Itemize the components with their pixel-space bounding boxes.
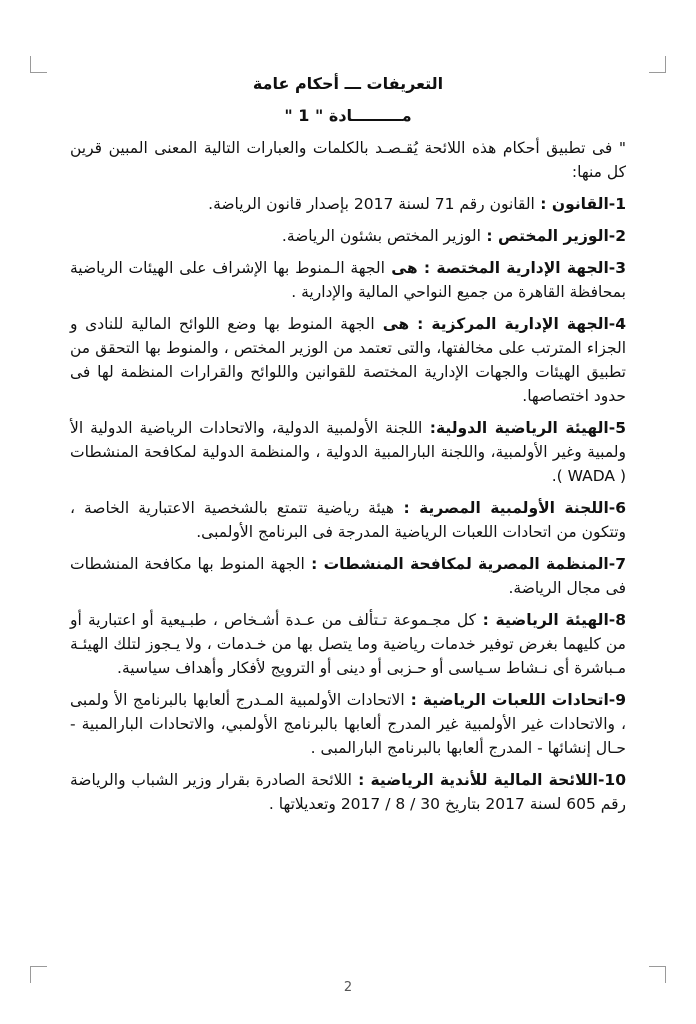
definition-text: الجهة الـمنوط بها الإشراف على الهيئات الرياضية بمحافظة القاهرة من جميع النواحي المالية والإدارية .: [70, 259, 626, 301]
intro-paragraph: " فى تطبيق أحكام هذه اللائحة يُقـصـد بالكلمات والعبارات التالية المعنى المبين قرين كل منها:: [70, 139, 626, 181]
definition-text: هيئة رياضية تتمتع بالشخصية الاعتبارية الخاصة ، وتتكون من اتحادات اللعبات الرياضية المدرجة فى البرنامج الأولمبى.: [70, 499, 626, 541]
definition-term: الجهة الإدارية المركزية : هى: [382, 315, 609, 333]
definition-text: الجهة المنوط بها مكافحة المنشطات فى مجال الرياضة.: [70, 555, 626, 597]
definition-term: الهيئة الرياضية: [495, 611, 609, 629]
section-heading: التعريفات ـــ أحكام عامة: [252, 74, 444, 93]
definition-term: القانون: [551, 195, 609, 213]
definition-term: اتحادات اللعبات الرياضية: [422, 691, 609, 709]
page-number: 2: [343, 980, 353, 995]
definition-term: الهيئة الرياضية الدولية:: [429, 419, 609, 437]
definition-term: الجهة الإدارية المختصة : هى: [391, 259, 609, 277]
definition-term: الوزير المختص: [497, 227, 609, 245]
definition-text: القانون رقم 71 لسنة 2017 بإصدار قانون الرياضة.: [208, 195, 535, 213]
definition-2: 2-الوزير المختص : الوزير المختص بشئون الرياضة.: [281, 227, 626, 245]
definition-6: 6-اللجنة الأولمبية المصرية : هيئة رياضية تتمتع بالشخصية الاعتبارية الخاصة ، وتتكون من اتحادات اللعبات الرياضية المدرجة فى البرنامج الأولمبى.: [70, 499, 626, 541]
definition-term: المنظمة المصرية لمكافحة المنشطات: [323, 555, 609, 573]
definition-text: الجهة المنوط بها وضع اللوائح المالية للنادى و الجزاء المترتب على مخالفتها، والتى تعتمد من الوزير المختص ، والمنوط بها التحقق من تطبيق الهيئات والجهات الإدارية المختصة للقوانين واللوائح والقرارات المنظمة لها فى حدود اختصاصها.: [70, 315, 626, 405]
document-body: [70, 72, 626, 824]
definition-term: اللائحة المالية للأندية الرياضية: [370, 771, 598, 789]
definition-5: 5-الهيئة الرياضية الدولية: اللجنة الأولمبية الدولية، والاتحادات الرياضية الدولية الأ ولمبية وغير الأولمبية، واللجنة البارالمبية الدولية ، والمنظمة الدولية لمكافحة المنشطات ( WADA ).: [70, 419, 626, 485]
definition-term: اللجنة الأولمبية المصرية: [419, 499, 609, 517]
definition-4: 4-الجهة الإدارية المركزية : هى الجهة المنوط بها وضع اللوائح المالية للنادى و الجزاء المترتب على مخالفتها، والتى تعتمد من الوزير المختص ، والمنوط بها التحقق من تطبيق الهيئات والجهات الإدارية المختصة للقوانين واللوائح والقرارات المنظمة لها فى حدود اختصاصها.: [70, 315, 626, 405]
definition-8: 8-الهيئة الرياضية : كل مجـموعة تـتألف من عـدة أشـخاص ، طبـيعية أو اعتبارية أو من كليهما بغرض توفير خدمات رياضية وما يتصل بها من خـدمات ، ولا يـجوز لتلك الهيئـة مـباشرة أى نـشاط سـياسى أو حـزبى أو دينى أو الترويج لأفكار وأهداف سياسية.: [70, 611, 626, 677]
crop-mark-top-right: [649, 56, 666, 73]
definition-10: 10-اللائحة المالية للأندية الرياضية : اللائحة الصادرة بقرار وزير الشباب والرياضة رقم 605 لسنة 2017 بتاريخ 30 / 8 / 2017 وتعديلاتها .: [70, 771, 626, 813]
definition-7: 7-المنظمة المصرية لمكافحة المنشطات : الجهة المنوط بها مكافحة المنشطات فى مجال الرياضة.: [70, 555, 626, 597]
definition-1: 1-القانون : القانون رقم 71 لسنة 2017 بإصدار قانون الرياضة.: [208, 195, 626, 213]
definition-text: اللائحة الصادرة بقرار وزير الشباب والرياضة رقم 605 لسنة 2017 بتاريخ 30 / 8 / 2017 وتعديلاتها .: [70, 771, 626, 813]
definition-9: 9-اتحادات اللعبات الرياضية : الاتحادات الأولمبية المـدرج ألعابها بالبرنامج الأ ولمبى ، والاتحادات غير الأولمبية غير المدرج ألعابها بالبرنامج الأولمبي، والاتحادات البارالمبية - حـال إنشائها - المدرج ألعابها بالبرنامج البارالمبى .: [70, 691, 627, 757]
article-label: مـــــــــادة " 1 ": [284, 106, 412, 125]
crop-mark-top-left: [30, 56, 47, 73]
definition-text: الوزير المختص بشئون الرياضة.: [281, 227, 481, 245]
definition-3: 3-الجهة الإدارية المختصة : هى الجهة الـمنوط بها الإشراف على الهيئات الرياضية بمحافظة القاهرة من جميع النواحي المالية والإدارية .: [70, 259, 626, 301]
definition-text: كل مجـموعة تـتألف من عـدة أشـخاص ، طبـيعية أو اعتبارية أو من كليهما بغرض توفير خدمات رياضية وما يتصل بها من خـدمات ، ولا يـجوز لتلك الهيئـة مـباشرة أى نـشاط سـياسى أو حـزبى أو دينى أو الترويج لأفكار وأهداف سياسية.: [70, 611, 626, 677]
definition-text: اللجنة الأولمبية الدولية، والاتحادات الرياضية الدولية الأ ولمبية وغير الأولمبية، واللجنة البارالمبية الدولية ، والمنظمة الدولية لمكافحة المنشطات ( WADA ).: [70, 419, 626, 485]
definition-text: الاتحادات الأولمبية المـدرج ألعابها بالبرنامج الأ ولمبى ، والاتحادات غير الأولمبية غير المدرج ألعابها بالبرنامج الأولمبي، والاتحادات البارالمبية - حـال إنشائها - المدرج ألعابها بالبرنامج البارالمبى .: [70, 691, 626, 757]
